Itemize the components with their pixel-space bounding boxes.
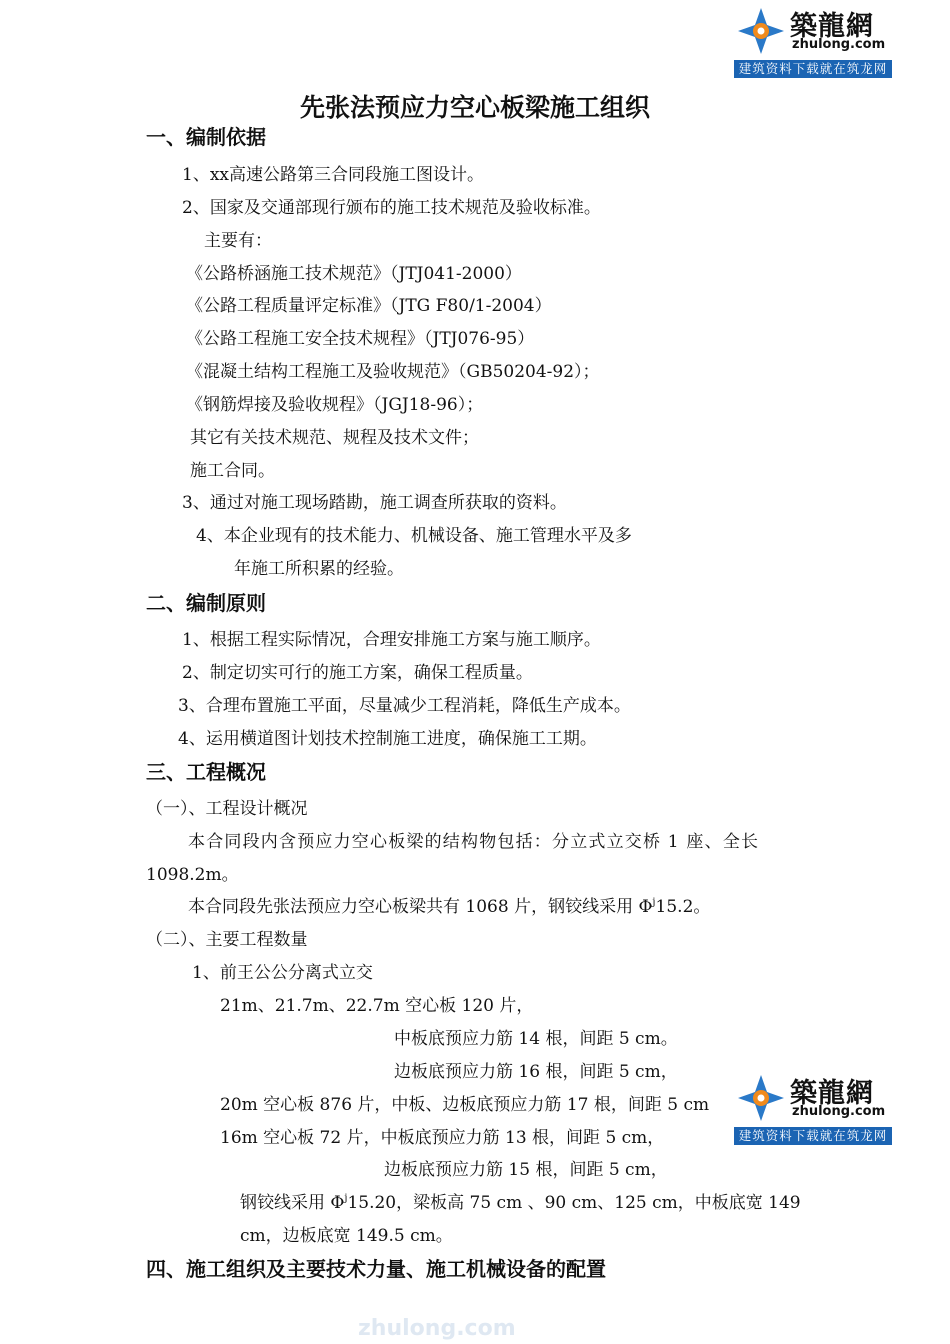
quantity-line: 边板底预应力筋 15 根，间距 5 cm， <box>384 1160 668 1180</box>
section-heading: 一、编制依据 <box>146 125 266 149</box>
logo-site: zhulong.com <box>792 1104 886 1119</box>
quantity-line: 20m 空心板 876 片，中板、边板底预应力筋 17 根，间距 5 cm <box>220 1095 710 1115</box>
logo-brand: 築龍網 <box>790 11 874 42</box>
paragraph-line: 1098.2m。 <box>146 865 239 885</box>
list-item: 《公路工程施工安全技术规程》（JTJ076-95） <box>186 329 535 349</box>
list-item: 《公路工程质量评定标准》（JTG F80/1-2004） <box>186 296 552 316</box>
section-heading: 二、编制原则 <box>146 591 266 615</box>
list-item: 1、前王公公分离式立交 <box>192 963 373 983</box>
paragraph-line: 本合同段内含预应力空心板梁的结构物包括：分立式立交桥 1 座、全长 <box>188 832 760 852</box>
logo-mark-icon <box>736 6 786 56</box>
logo-slogan: 建筑资料下载就在筑龙网 <box>734 1127 892 1145</box>
quantity-line <box>240 1188 801 1213</box>
paragraph-text: 本合同段先张法预应力空心板梁共有 1068 片，钢铰线采用 Φ <box>188 897 653 917</box>
list-item: 其它有关技术规范、规程及技术文件； <box>190 428 479 448</box>
list-item: 2、国家及交通部现行颁布的施工技术规范及验收标准。 <box>182 198 601 218</box>
paragraph-line <box>188 892 710 917</box>
logo-mark-icon <box>736 1073 786 1123</box>
list-item: 《混凝土结构工程施工及验收规范》（GB50204-92）； <box>186 362 600 382</box>
quantity-text: 钢铰线采用 Φ <box>240 1193 345 1213</box>
list-item: 2、制定切实可行的施工方案，确保工程质量。 <box>182 663 533 683</box>
watermark-text: zhulong.com <box>358 1316 516 1341</box>
list-item: 1、xx高速公路第三合同段施工图设计。 <box>182 165 484 185</box>
quantity-line: 21m、21.7m、22.7m 空心板 120 片， <box>220 996 534 1016</box>
list-item: 1、根据工程实际情况，合理安排施工方案与施工顺序。 <box>182 630 601 650</box>
list-item: 4、运用横道图计划技术控制施工进度，确保施工工期。 <box>178 729 597 749</box>
logo-brand: 築龍網 <box>790 1078 874 1109</box>
page-title: 先张法预应力空心板梁施工组织 <box>299 93 650 122</box>
list-item: 施工合同。 <box>190 461 275 481</box>
quantity-line: cm，边板底宽 149.5 cm。 <box>240 1226 453 1246</box>
zhulong-logo <box>734 1069 892 1145</box>
list-item: 主要有： <box>204 231 272 251</box>
logo-slogan: 建筑资料下载就在筑龙网 <box>734 60 892 78</box>
list-item: 3、合理布置施工平面，尽量减少工程消耗，降低生产成本。 <box>178 696 631 716</box>
list-item: 《钢筋焊接及验收规程》（JGJ18-96）； <box>186 395 484 415</box>
quantity-text: 15.20，梁板高 75 cm 、90 cm、125 cm，中板底宽 149 <box>347 1193 801 1213</box>
superscript: j <box>652 897 656 908</box>
subsection-heading: （二）、主要工程数量 <box>146 930 308 950</box>
paragraph-text: 15.2。 <box>655 897 711 917</box>
list-item: 3、通过对施工现场踏勘，施工调查所获取的资料。 <box>182 493 567 513</box>
logo-site: zhulong.com <box>792 37 886 52</box>
list-item: 《公路桥涵施工技术规范》（JTJ041-2000） <box>186 264 522 284</box>
quantity-line: 边板底预应力筋 16 根，间距 5 cm， <box>394 1062 678 1082</box>
section-heading: 三、工程概况 <box>146 760 266 784</box>
section-heading: 四、施工组织及主要技术力量、施工机械设备的配置 <box>146 1257 606 1281</box>
quantity-line: 中板底预应力筋 14 根，间距 5 cm。 <box>394 1029 678 1049</box>
subsection-heading: （一）、工程设计概况 <box>146 799 308 819</box>
zhulong-logo <box>734 2 892 78</box>
quantity-line: 16m 空心板 72 片，中板底预应力筋 13 根，间距 5 cm， <box>220 1128 665 1148</box>
superscript: j <box>344 1193 348 1204</box>
list-item: 年施工所积累的经验。 <box>234 559 404 579</box>
list-item: 4、本企业现有的技术能力、机械设备、施工管理水平及多 <box>196 526 632 546</box>
